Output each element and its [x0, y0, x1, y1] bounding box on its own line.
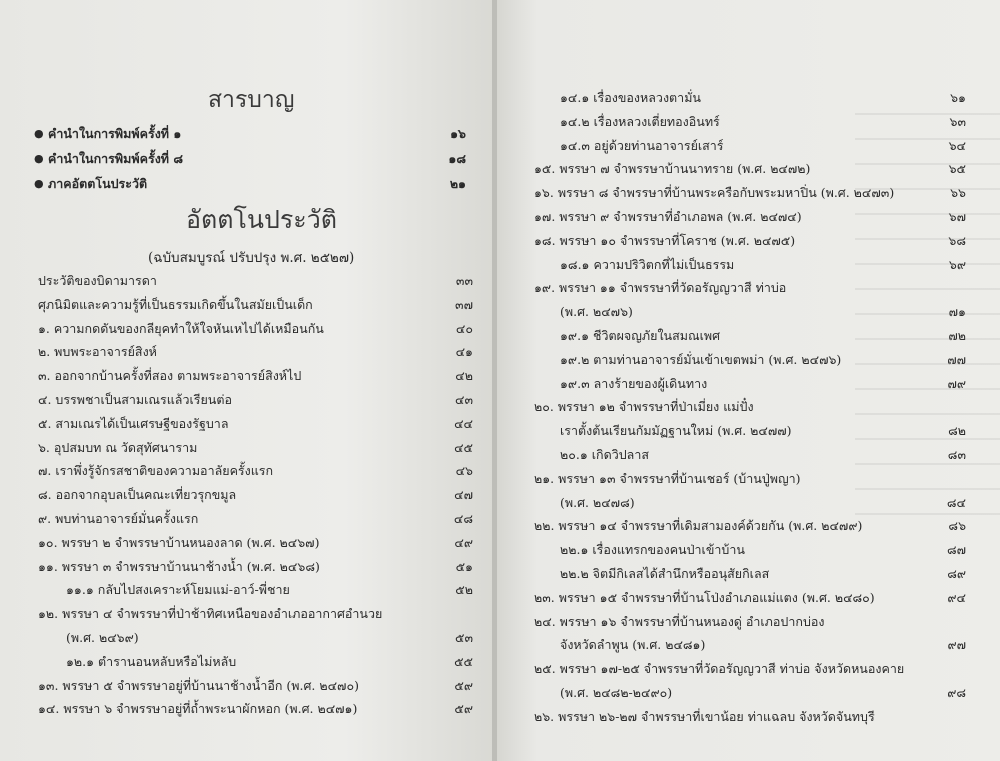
page-number: ๓๗	[455, 296, 473, 312]
page-number: ๗๒	[948, 328, 966, 343]
entry-title: ๑๐. พรรษา ๒ จำพรรษาบ้านหนองลาด (พ.ศ. ๒๔๖๗)	[38, 534, 320, 550]
entry-title: ๒๓. พรรษา ๑๕ จำพรรษาที่บ้านโป่งอำเภอแม่แตง (พ.ศ. ๒๔๘๐)	[534, 589, 875, 605]
toc-entry	[534, 612, 966, 632]
page-number: ๖๕	[948, 161, 966, 177]
toc-entry	[38, 342, 473, 362]
page-number: ๕๑	[455, 558, 473, 574]
entry-title: ๒๔. พรรษา ๑๖ จำพรรษาที่บ้านหนองดู่ อำเภอปากบ่อง	[534, 613, 825, 629]
page-number: ๔๗	[454, 487, 473, 503]
page-number: ๕๒	[455, 582, 473, 598]
entry-title: ๑๘. พรรษา ๑๐ จำพรรษาที่โคราช (พ.ศ. ๒๔๗๕)	[534, 232, 796, 248]
entry-title: ๑๙.๑ ชีวิตผจญภัยในสมณเพศ	[560, 328, 721, 343]
page-number: ๘๒	[948, 423, 966, 439]
toc-entry	[38, 485, 473, 505]
toc-entry	[534, 588, 966, 608]
section-title: อัตตโนประวัติ	[186, 205, 338, 234]
entry-title: ๓. ออกจากบ้านครั้งที่สอง ตามพระอาจารย์สิงห์ไป	[38, 368, 302, 384]
entry-title: ๑๔.๓ อยู่ด้วยท่านอาจารย์เสาร์	[560, 137, 724, 153]
entry-title: ๒๕. พรรษา ๑๗-๒๕ จำพรรษาที่วัดอรัญญวาสี ท่าบ่อ จังหวัดหนองคาย	[534, 661, 905, 677]
page-number: ๔๑	[455, 344, 473, 360]
entry-title: ๒. พบพระอาจารย์สิงห์	[38, 344, 157, 360]
page-number: ๘๓	[947, 447, 966, 462]
entry-title: ๒๐. พรรษา ๑๒ จำพรรษาที่ป่าเมี่ยง แม่ปั๋ง	[534, 399, 754, 415]
front-matter-item	[34, 174, 466, 194]
page-number: ๖๗	[948, 209, 966, 224]
entry-title: จังหวัดลำพูน (พ.ศ. ๒๔๘๑)	[560, 637, 706, 653]
toc-entry	[38, 676, 473, 696]
page-number: ๕๙	[454, 701, 473, 717]
bleed-through-text	[855, 95, 1000, 515]
entry-title: ๑๕. พรรษา ๗ จำพรรษาบ้านนาทราย (พ.ศ. ๒๔๗๒)	[534, 161, 811, 177]
page-number: ๔๒	[455, 368, 473, 384]
toc-entry	[38, 604, 473, 624]
bullet-icon: ●	[34, 127, 44, 140]
page-number: ๗๑	[948, 304, 966, 320]
toc-entry	[38, 366, 473, 386]
page-number: ๔๕	[454, 439, 473, 455]
page-number: ๙๔	[947, 589, 966, 605]
toc-entry	[38, 319, 473, 339]
front-matter-item	[34, 124, 466, 144]
toc-entry	[534, 516, 966, 536]
page-number: ๙๘	[947, 685, 966, 700]
page-number: ๙๗	[947, 637, 966, 653]
page-number: ๖๔	[948, 137, 966, 153]
toc-entry	[38, 533, 473, 553]
page-number: ๘๙	[947, 566, 966, 581]
entry-title: ๑๙. พรรษา ๑๑ จำพรรษาที่วัดอรัญญวาสี ท่าบ่อ	[534, 280, 787, 296]
page-number: ๔๘	[453, 511, 473, 526]
edition-note: (ฉบับสมบูรณ์ ปรับปรุง พ.ศ. ๒๕๒๗)	[148, 250, 355, 266]
page-number: ๖๙	[948, 256, 966, 272]
page-number: ๔๓	[454, 392, 473, 407]
page-number: ๑๖	[450, 126, 466, 141]
page-number: ๖๘	[948, 232, 966, 248]
entry-title: ๙. พบท่านอาจารย์มั่นครั้งแรก	[38, 511, 199, 526]
entry-title: ๔. บรรพชาเป็นสามเณรแล้วเรียนต่อ	[38, 392, 232, 407]
entry-title: ๑๙.๒ ตามท่านอาจารย์มั่นเข้าเขตพม่า (พ.ศ. ๒๔๗๖)	[560, 351, 842, 367]
left-page	[0, 0, 493, 761]
page-number: ๗๙	[947, 375, 966, 391]
entry-title: ศุภนิมิตและความรู้ที่เป็นธรรมเกิดขึ้นในสมัยเป็นเด็ก	[38, 296, 313, 312]
page-number: ๘๗	[946, 542, 966, 558]
toc-entry	[38, 461, 473, 481]
page-number: ๘๖	[948, 518, 966, 534]
toc-entry	[38, 628, 473, 648]
entry-title: (พ.ศ. ๒๔๘๒-๒๔๙๐)	[560, 685, 673, 700]
toc-entry	[38, 652, 473, 672]
bullet-icon: ●	[34, 177, 44, 190]
page-number: ๔๔	[454, 415, 473, 431]
entry-title: (พ.ศ. ๒๔๗๘)	[560, 494, 635, 510]
entry-title: ๑. ความกดดันของกลียุคทำให้ใจหันเหไปได้เหมือนกัน	[38, 320, 324, 336]
page-number: ๖๖	[950, 185, 966, 201]
entry-title: ๑๒.๑ ตำรานอนหลับหรือไม่หลับ	[66, 653, 237, 669]
entry-title: ๘. ออกจากอุบลเป็นคณะเที่ยวรุกขมูล	[38, 487, 237, 503]
page-number: ๑๘	[448, 151, 466, 166]
entry-title: ๑๒. พรรษา ๔ จำพรรษาที่ป่าช้าทิศเหนือของอำเภออากาศอำนวย	[38, 606, 383, 622]
page-number: ๕๕	[454, 653, 473, 669]
page-number: ๔๐	[455, 320, 473, 336]
entry-title: ๒๖. พรรษา ๒๖-๒๗ จำพรรษาที่เขาน้อย ท่าแฉลบ จังหวัดจันทบุรี	[534, 708, 875, 724]
page-number: ๒๑	[449, 176, 466, 191]
entry-title: ประวัติของบิดามารดา	[38, 273, 157, 288]
toc-entry	[534, 683, 966, 703]
entry-title: ๑๘.๑ ความปริวิตกที่ไม่เป็นธรรม	[560, 256, 735, 272]
toc-entry	[38, 557, 473, 577]
entry-title: (พ.ศ. ๒๔๗๖)	[560, 304, 633, 320]
toc-entry	[38, 414, 473, 434]
toc-entry	[38, 390, 473, 410]
entry-title: ภาคอัตตโนประวัติ	[48, 176, 148, 191]
page-number: ๔๖	[455, 463, 473, 479]
entry-title: ๑๙.๓ ลางร้ายของผู้เดินทาง	[560, 375, 708, 391]
entry-title: ๑๓. พรรษา ๕ จำพรรษาอยู่ที่บ้านนาช้างน้ำอีก (พ.ศ. ๒๔๗๐)	[38, 677, 359, 693]
toc-entry	[38, 271, 473, 291]
entry-title: ๕. สามเณรได้เป็นเศรษฐีของรัฐบาล	[38, 415, 229, 431]
entry-title: ๒๒.๑ เรื่องแทรกของคนป่าเข้าบ้าน	[560, 542, 745, 558]
toc-entry	[534, 659, 966, 679]
page-number: ๓๓	[455, 273, 473, 288]
entry-title: ๑๔.๒ เรื่องหลวงเตี่ยทองอินทร์	[560, 113, 720, 129]
entry-title: ๗. เราพึ่งรู้จักรสชาติของความอาลัยครั้งแรก	[38, 463, 274, 479]
entry-title: ๒๒.๒ จิตมีกิเลสได้สำนึกหรืออนุสัยกิเลส	[560, 566, 770, 581]
bullet-icon: ●	[34, 152, 44, 165]
entry-title: ๒๑. พรรษา ๑๓ จำพรรษาที่บ้านเชอร์ (บ้านปู่พญา)	[534, 470, 801, 486]
page-number: ๔๙	[454, 534, 473, 550]
page-number: ๘๔	[946, 494, 966, 510]
toc-entry	[534, 540, 966, 560]
entry-title: ๑๑. พรรษา ๓ จำพรรษาบ้านนาช้างน้ำ (พ.ศ. ๒๔๖๘)	[38, 558, 320, 574]
toc-entry	[38, 438, 473, 458]
page-number: ๕๓	[454, 630, 473, 645]
page-number: ๖๑	[950, 90, 966, 105]
entry-title: คำนำในการพิมพ์ครั้งที่ ๑	[48, 126, 182, 141]
toc-entry	[534, 635, 966, 655]
toc-title: สารบาญ	[208, 87, 295, 113]
toc-entry	[534, 707, 966, 727]
front-matter-item	[34, 149, 466, 169]
toc-entry	[38, 295, 473, 315]
entry-title: ๑๔. พรรษา ๖ จำพรรษาอยู่ที่ถ้ำพระนาผักหอก (พ.ศ. ๒๔๗๑)	[38, 701, 358, 717]
entry-title: (พ.ศ. ๒๔๖๙)	[66, 630, 139, 645]
page-number: ๕๙	[454, 677, 473, 693]
page-number: ๖๓	[949, 113, 966, 129]
entry-title: ๒๐.๑ เกิดวิปลาส	[560, 447, 649, 462]
toc-entry	[38, 699, 473, 719]
entry-title: ๑๗. พรรษา ๙ จำพรรษาที่อำเภอพล (พ.ศ. ๒๔๗๔)	[534, 209, 802, 224]
toc-entry	[38, 580, 473, 600]
toc-entry	[534, 564, 966, 584]
entry-title: ๖. อุปสมบท ณ วัดสุทัศนาราม	[38, 439, 198, 455]
toc-entry	[38, 509, 473, 529]
entry-title: ๒๒. พรรษา ๑๔ จำพรรษาที่เดิมสามองค์ด้วยกัน (พ.ศ. ๒๔๗๙)	[534, 518, 863, 534]
entry-title: ๑๔.๑ เรื่องของหลวงตามั่น	[560, 90, 701, 105]
entry-title: เราตั้งต้นเรียนกัมมัฏฐานใหม่ (พ.ศ. ๒๔๗๗)	[560, 423, 792, 439]
entry-title: ๑๖. พรรษา ๘ จำพรรษาที่บ้านพระครือกับพระมหาปิ่น (พ.ศ. ๒๔๗๓)	[534, 185, 895, 201]
entry-title: คำนำในการพิมพ์ครั้งที่ ๘	[48, 151, 184, 166]
page-number: ๗๗	[947, 351, 966, 367]
entry-title: ๑๑.๑ กลับไปสงเคราะห์โยมแม่-อาว์-พี่ชาย	[66, 582, 290, 598]
